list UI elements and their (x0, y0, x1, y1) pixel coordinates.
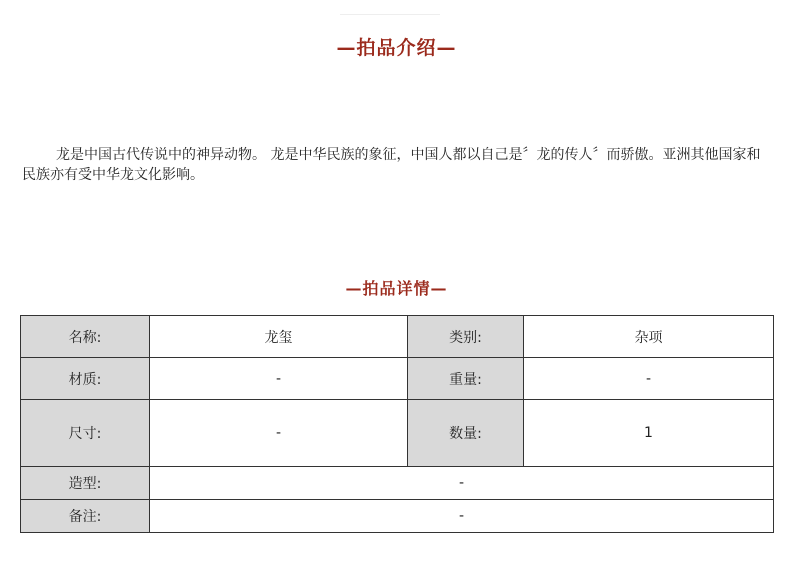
name-label: 名称: (21, 316, 150, 358)
category-value: 杂项 (524, 316, 774, 358)
table-row (21, 316, 774, 358)
size-label: 尺寸: (21, 400, 150, 467)
intro-section-title: —拍品介绍— (336, 37, 457, 59)
weight-value: - (524, 358, 774, 400)
details-table (20, 315, 774, 533)
shape-value: - (150, 467, 774, 500)
size-value: - (150, 400, 408, 467)
name-value: 龙玺 (150, 316, 408, 358)
remarks-label: 备注: (21, 500, 150, 533)
table-row (21, 467, 774, 500)
quantity-value: 1 (524, 400, 774, 467)
material-label: 材质: (21, 358, 150, 400)
table-row (21, 358, 774, 400)
details-section-title: —拍品详情— (345, 279, 448, 298)
table-row (21, 400, 774, 467)
quantity-label: 数量: (408, 400, 524, 467)
category-label: 类别: (408, 316, 524, 358)
weight-label: 重量: (408, 358, 524, 400)
top-decoration-line (340, 14, 440, 15)
remarks-value: - (150, 500, 774, 533)
intro-paragraph: 龙是中国古代传说中的神异动物。 龙是中华民族的象征，中国人都以自己是〞龙的传人〞而骄傲。亚洲其他国家和民族亦有受中华龙文化影响。 (22, 147, 761, 183)
shape-label: 造型: (21, 467, 150, 500)
table-row (21, 500, 774, 533)
material-value: - (150, 358, 408, 400)
